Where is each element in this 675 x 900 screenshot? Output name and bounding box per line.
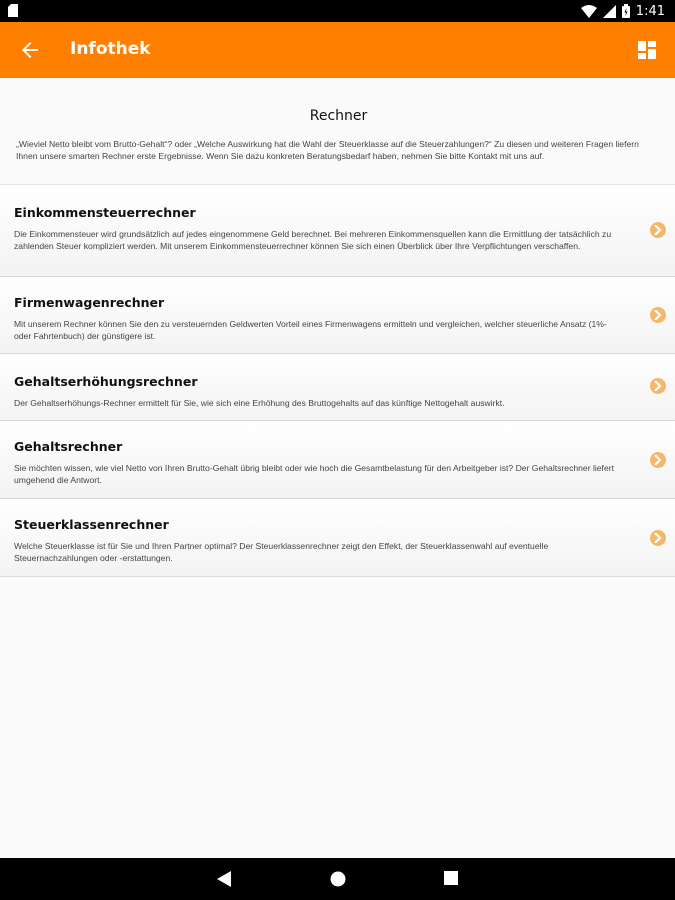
calculator-item-steuerklassen[interactable] <box>0 499 675 577</box>
calculator-description: Mit unserem Rechner können Sie den zu versteuernden Geldwerten Vorteil eines Firmenwagens ermitteln und vergleichen, welcher steuerliche Ansatz (1%- oder Fahrtenbuch) der günstigere ist. <box>14 319 607 341</box>
calculator-name: Gehaltsrechner <box>14 439 123 454</box>
calculator-description: Sie möchten wissen, wie viel Netto von Ihren Brutto-Gehalt übrig bleibt oder wie hoch die Gesamtbelastung für den Arbeitgeber ist? Der Gehaltsrechner liefert umgehend die Antwort. <box>14 463 614 485</box>
nav-back-icon[interactable] <box>217 871 232 887</box>
navigation-bar <box>0 858 675 900</box>
calculator-name: Steuerklassenrechner <box>14 517 169 532</box>
chevron-right-icon[interactable] <box>650 452 666 468</box>
page-heading: Rechner <box>309 108 368 124</box>
calculator-item-firmenwagen[interactable] <box>0 277 675 354</box>
chevron-right-icon[interactable] <box>650 378 666 394</box>
chevron-right-icon[interactable] <box>650 222 666 238</box>
battery-icon <box>622 4 630 18</box>
chevron-right-icon[interactable] <box>650 307 666 323</box>
nav-home-icon[interactable] <box>330 871 346 887</box>
chevron-right-icon[interactable] <box>650 530 666 546</box>
calculator-description: Der Gehaltserhöhungs-Rechner ermittelt für Sie, wie sich eine Erhöhung des Bruttogehalts auf das künftige Nettogehalt auswirkt. <box>14 398 505 408</box>
calculator-item-einkommensteuer[interactable] <box>0 185 675 277</box>
calculator-name: Firmenwagenrechner <box>14 295 165 310</box>
status-bar <box>0 0 675 22</box>
intro-text: „Wieviel Netto bleibt vom Brutto-Gehalt“? oder „Welche Auswirkung hat die Wahl der Steuerklasse auf die Steuerzahlungen?“ Zu diesen und weiteren Fragen liefern Ihnen unsere smarten Rechner erste Ergebnisse. Wenn Sie dazu konkreten Beratungsbedarf haben, nehmen Sie bitte Kontakt mit uns auf. <box>16 139 639 161</box>
clock: 1:41 <box>635 3 665 19</box>
nav-recents-icon[interactable] <box>444 871 458 885</box>
arrow-left-icon[interactable] <box>18 38 42 62</box>
wifi-icon <box>581 5 597 18</box>
content-area <box>0 78 675 858</box>
calculator-item-gehalt[interactable] <box>0 421 675 499</box>
calculator-name: Gehaltserhöhungsrechner <box>14 374 198 389</box>
dashboard-icon[interactable] <box>637 40 657 60</box>
calculator-name: Einkommensteuerrechner <box>14 205 196 220</box>
sd-card-icon <box>8 4 18 17</box>
app-bar-title: Infothek <box>70 39 151 59</box>
calculator-item-gehaltserhoehung[interactable] <box>0 354 675 421</box>
intro-section <box>0 78 675 185</box>
calculator-description: Die Einkommensteuer wird grundsätzlich auf jedes eingenommene Geld berechnet. Bei mehreren Einkommensquellen kann die Ermittlung der tatsächlich zu zahlenden Steuer kompliziert werden. Mit unserem Einkommensteuerrechner können Sie sich einen Überblick über Ihre Verpflichtungen verschaffen. <box>14 229 612 251</box>
signal-icon <box>603 5 616 18</box>
calculator-description: Welche Steuerklasse ist für Sie und Ihren Partner optimal? Der Steuerklassenrechner zeigt den Effekt, der Steuerklassenwahl auf eventuelle Steuernachzahlungen oder -erstattungen. <box>14 541 549 563</box>
app-bar <box>0 22 675 78</box>
